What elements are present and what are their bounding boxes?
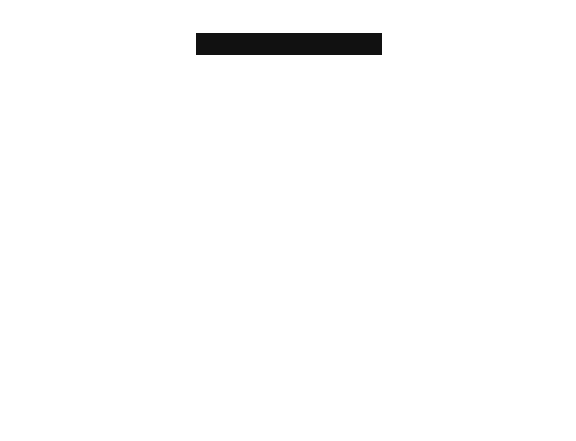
- previous-article-tail: [8, 0, 570, 30]
- article-headline: [196, 33, 382, 55]
- article-body: [8, 59, 570, 436]
- headline-row: [8, 33, 570, 55]
